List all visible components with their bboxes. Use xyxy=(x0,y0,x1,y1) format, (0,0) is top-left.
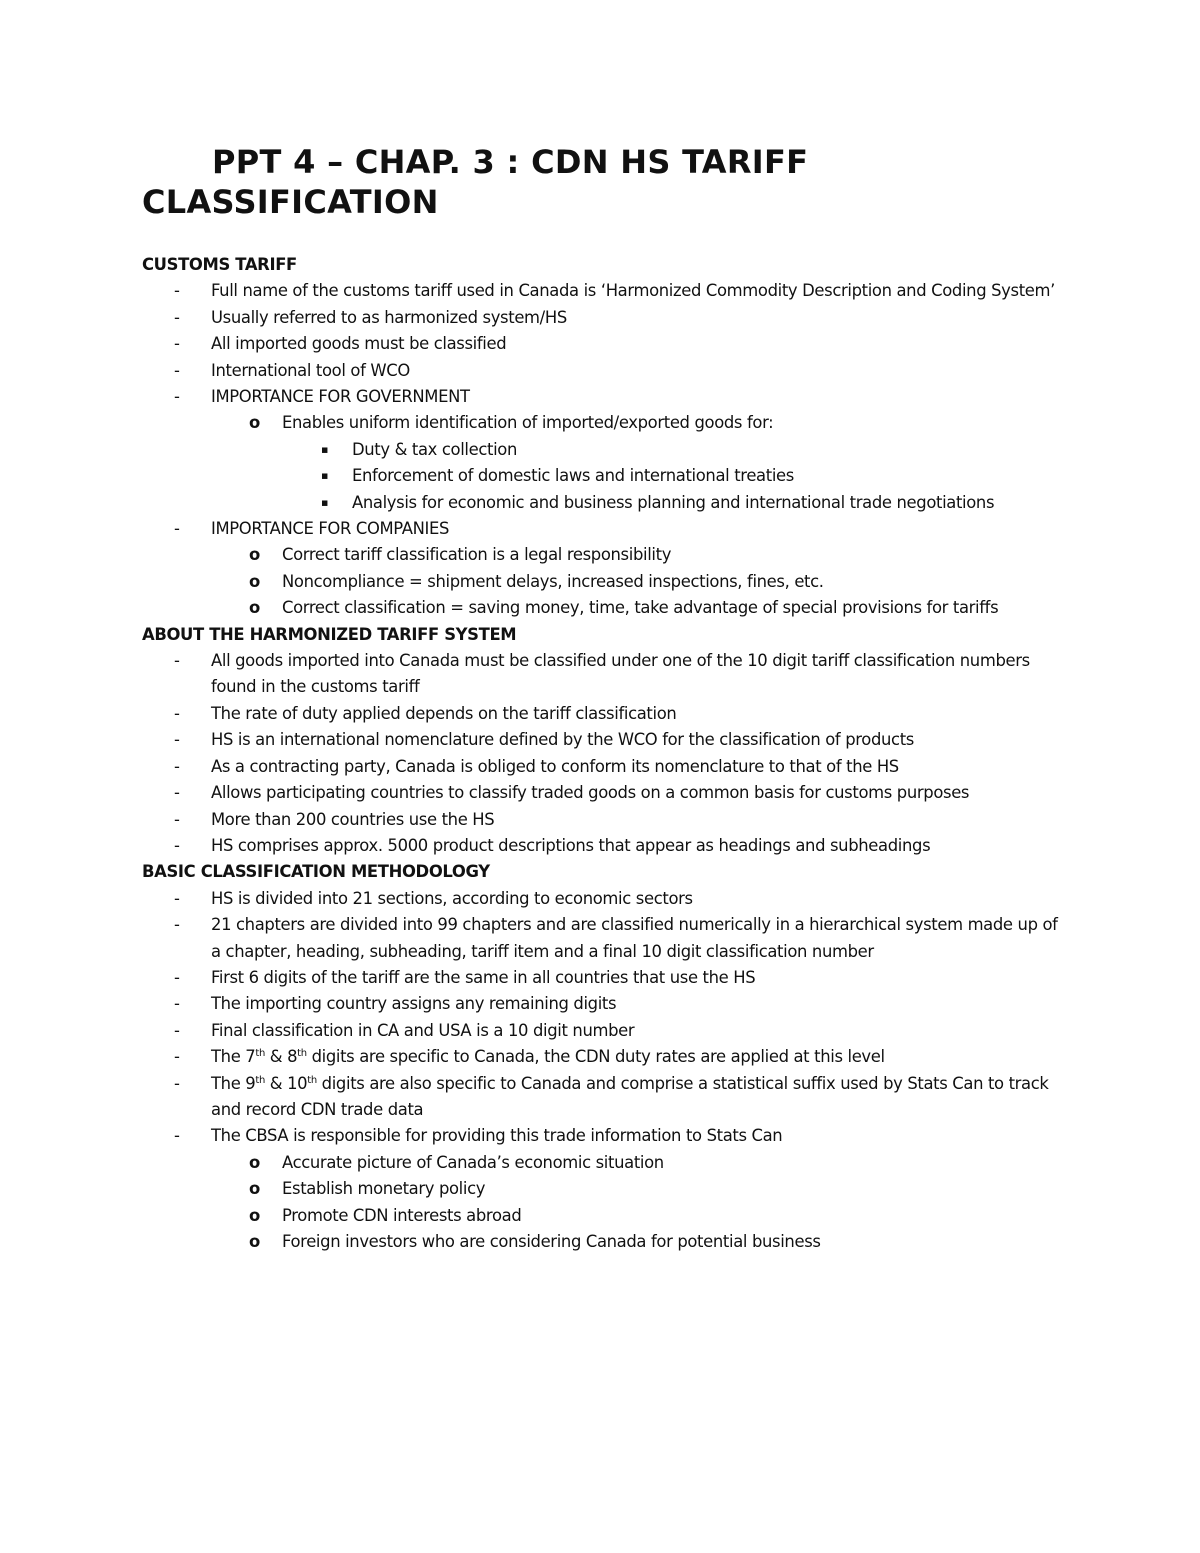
square-bullet: ▪ xyxy=(321,495,329,509)
dash-bullet: - xyxy=(174,1073,180,1093)
sub-list-item: o Establish monetary policy xyxy=(142,1176,1062,1202)
list-item: - All imported goods must be classified xyxy=(142,331,1062,357)
section-heading-customs-tariff: CUSTOMS TARIFF xyxy=(142,255,297,274)
list-item: - International tool of WCO xyxy=(142,358,1062,384)
document-body xyxy=(142,252,1062,1255)
square-bullet: ▪ xyxy=(321,469,329,483)
sub-list-item: o Correct classification = saving money, time, take advantage of special provisions for tariffs xyxy=(142,595,1062,621)
dash-bullet: - xyxy=(174,387,180,407)
list-item: - All goods imported into Canada must be classified under one of the 10 digit tariff classification numbers found in the customs tariff xyxy=(142,648,1062,701)
list-item: - The 7th & 8th digits are specific to Canada, the CDN duty rates are applied at this level xyxy=(142,1044,1062,1070)
sub-list-item: o Enables uniform identification of imported/exported goods for: xyxy=(142,410,1062,436)
sub-sub-list-item: ▪ Analysis for economic and business planning and international trade negotiations xyxy=(142,490,1062,516)
sub-list-item: o Promote CDN interests abroad xyxy=(142,1203,1062,1229)
circle-bullet: o xyxy=(249,545,260,565)
classification-methodology-list xyxy=(142,886,1062,1256)
list-item: - The 9th & 10th digits are also specific to Canada and comprise a statistical suffix used by Stats Can to track and record CDN trade data xyxy=(142,1071,1062,1124)
sub-list-item: o Accurate picture of Canada’s economic situation xyxy=(142,1150,1062,1176)
list-item: - As a contracting party, Canada is obliged to conform its nomenclature to that of the HS xyxy=(142,754,1062,780)
list-item: - First 6 digits of the tariff are the same in all countries that use the HS xyxy=(142,965,1062,991)
dash-bullet: - xyxy=(174,281,180,301)
dash-bullet: - xyxy=(174,651,180,671)
section-heading-basic-classification-methodology: BASIC CLASSIFICATION METHODOLOGY xyxy=(142,862,490,882)
sub-list-item: o Noncompliance = shipment delays, increased inspections, fines, etc. xyxy=(142,569,1062,595)
dash-bullet: - xyxy=(174,1020,180,1040)
dash-bullet: - xyxy=(174,360,180,380)
dash-bullet: - xyxy=(174,994,180,1014)
dash-bullet: - xyxy=(174,703,180,723)
dash-bullet: - xyxy=(174,730,180,750)
circle-bullet: o xyxy=(249,1152,260,1172)
dash-bullet: - xyxy=(174,967,180,987)
circle-bullet: o xyxy=(249,413,260,433)
list-item: - HS is divided into 21 sections, according to economic sectors xyxy=(142,886,1062,912)
dash-bullet: - xyxy=(174,915,180,935)
title-line-2: CLASSIFICATION xyxy=(142,183,439,221)
list-item: - HS comprises approx. 5000 product descriptions that appear as headings and subheadings xyxy=(142,833,1062,859)
list-item: - IMPORTANCE FOR COMPANIES xyxy=(142,516,1062,542)
dash-bullet: - xyxy=(174,783,180,803)
sub-sub-list-item: ▪ Duty & tax collection xyxy=(142,437,1062,463)
circle-bullet: o xyxy=(249,1179,260,1199)
title-line-1: PPT 4 – CHAP. 3 : CDN HS TARIFF xyxy=(212,143,809,181)
circle-bullet: o xyxy=(249,1205,260,1225)
square-bullet: ▪ xyxy=(321,442,329,456)
list-item: - 21 chapters are divided into 99 chapters and are classified numerically in a hierarchical system made up of a chapter, heading, subheading, tariff item and a final 10 digit classification number xyxy=(142,912,1062,965)
list-item: - Final classification in CA and USA is a 10 digit number xyxy=(142,1018,1062,1044)
circle-bullet: o xyxy=(249,598,260,618)
list-item: - Usually referred to as harmonized system/HS xyxy=(142,305,1062,331)
dash-bullet: - xyxy=(174,1126,180,1146)
sub-list-item: o Foreign investors who are considering Canada for potential business xyxy=(142,1229,1062,1255)
dash-bullet: - xyxy=(174,835,180,855)
customs-tariff-list xyxy=(142,278,1062,621)
list-item: - HS is an international nomenclature defined by the WCO for the classification of products xyxy=(142,727,1062,753)
harmonized-tariff-system-list xyxy=(142,648,1062,859)
list-item: - The importing country assigns any remaining digits xyxy=(142,991,1062,1017)
list-item: - IMPORTANCE FOR GOVERNMENT xyxy=(142,384,1062,410)
section-heading-harmonized-tariff-system: ABOUT THE HARMONIZED TARIFF SYSTEM xyxy=(142,624,517,644)
document-title xyxy=(142,142,1042,222)
dash-bullet: - xyxy=(174,756,180,776)
list-item: - Allows participating countries to classify traded goods on a common basis for customs purposes xyxy=(142,780,1062,806)
dash-bullet: - xyxy=(174,519,180,539)
dash-bullet: - xyxy=(174,334,180,354)
sub-sub-list-item: ▪ Enforcement of domestic laws and international treaties xyxy=(142,463,1062,489)
list-item: - More than 200 countries use the HS xyxy=(142,807,1062,833)
dash-bullet: - xyxy=(174,307,180,327)
dash-bullet: - xyxy=(174,1047,180,1067)
sub-list-item: o Correct tariff classification is a legal responsibility xyxy=(142,542,1062,568)
list-item: - Full name of the customs tariff used in Canada is ‘Harmonized Commodity Description and Coding System’ xyxy=(142,278,1062,304)
circle-bullet: o xyxy=(249,571,260,591)
list-item: - The CBSA is responsible for providing this trade information to Stats Can xyxy=(142,1123,1062,1149)
dash-bullet: - xyxy=(174,809,180,829)
dash-bullet: - xyxy=(174,888,180,908)
list-item: - The rate of duty applied depends on the tariff classification xyxy=(142,701,1062,727)
circle-bullet: o xyxy=(249,1231,260,1251)
